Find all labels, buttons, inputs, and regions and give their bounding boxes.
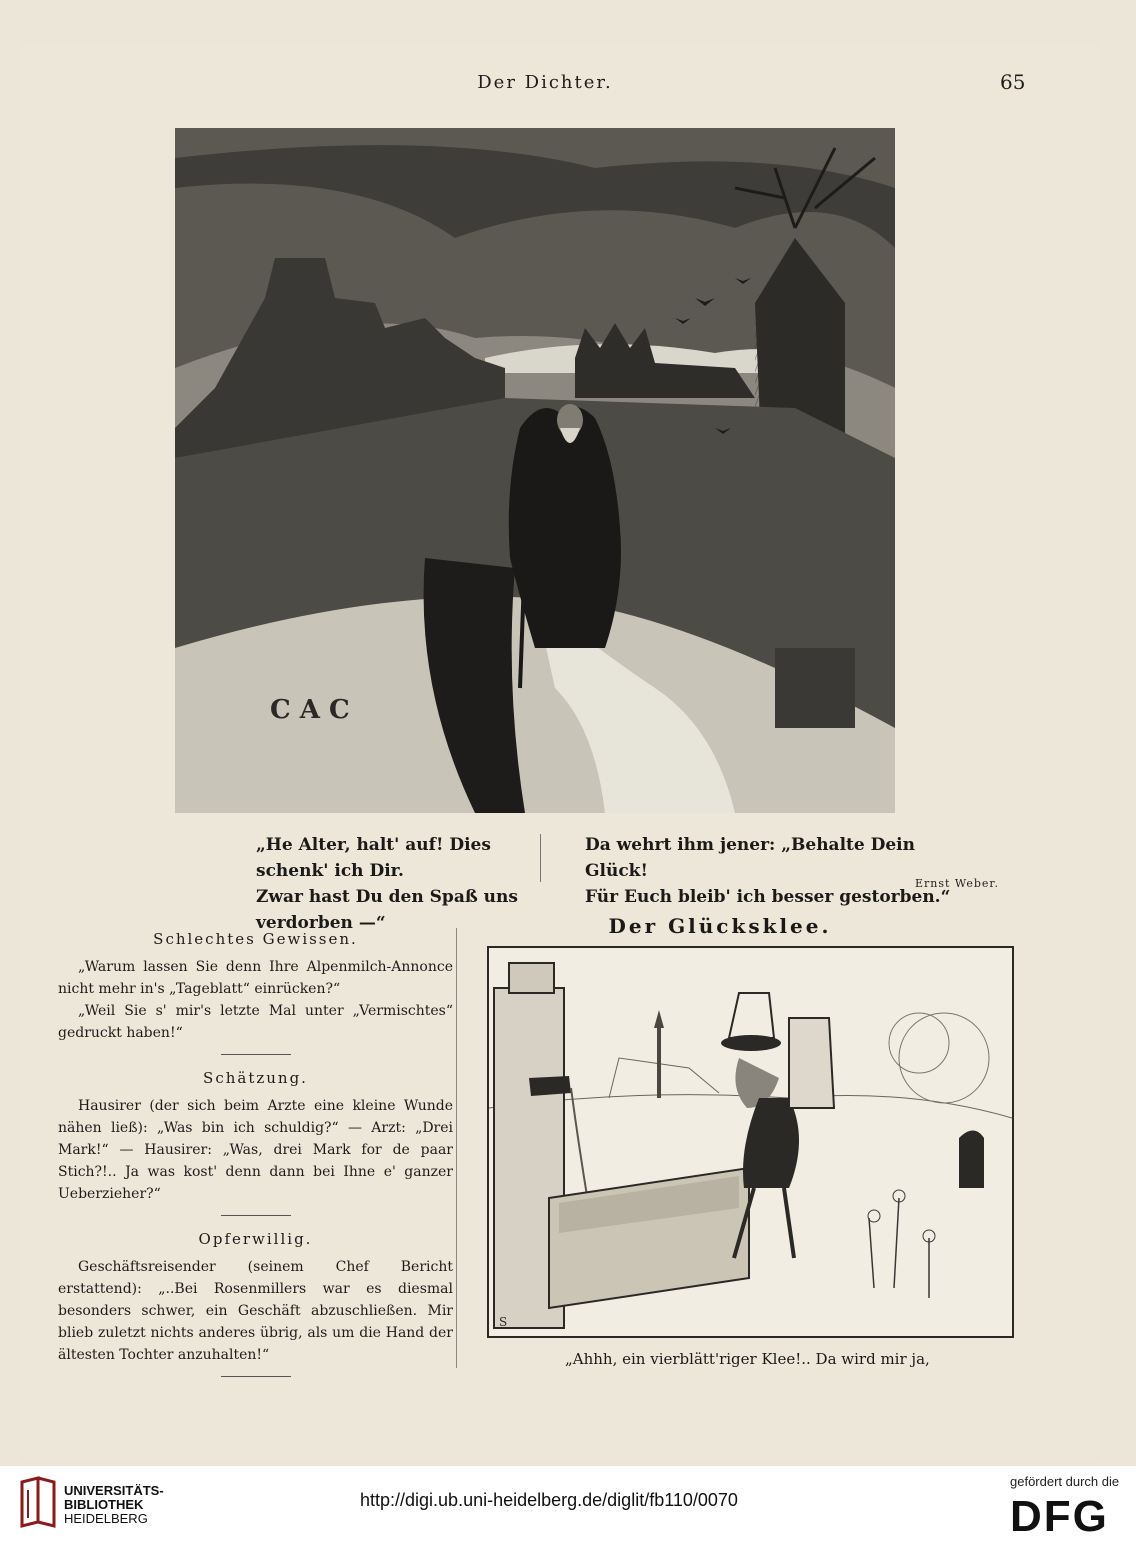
artist-monogram: C A C — [270, 695, 350, 725]
section-separator — [221, 1215, 291, 1216]
dfg-logo[interactable]: DFG — [1010, 1492, 1109, 1541]
night-ruins-engraving — [175, 128, 895, 813]
cartoon-caption: „Ahhh, ein vierblätt'riger Klee!.. Da wird mir ja, — [565, 1350, 930, 1368]
anecdote-paragraph: „Weil Sie s' mir's letzte Mal unter „Vermischtes“ gedruckt haben!“ — [58, 1003, 453, 1041]
poem-line: „He Alter, halt' auf! Dies schenk' ich Dir. — [256, 835, 491, 881]
verse-divider — [540, 834, 541, 882]
library-name-line: UNIVERSITÄTS- — [64, 1483, 164, 1498]
library-name-line: HEIDELBERG — [64, 1511, 148, 1526]
running-header-title: Der Dichter. — [477, 72, 613, 93]
cartoon-title: Der Glücksklee. — [608, 914, 832, 938]
library-name-line: BIBLIOTHEK — [64, 1497, 144, 1512]
poem-verse-right — [585, 832, 965, 910]
anecdote-paragraph: Hausirer (der sich beim Arzte eine kleine Wunde nähen ließ): „Was bin ich schuldig?“ — Arzt: „Drei Mark!“ — Hausirer: „Was, drei Mark for de paar Stich?!.. Ja was kost' denn dann bei Ihne e' ganzer Ueberzieher?“ — [58, 1098, 453, 1202]
cartoon-signature: S — [499, 1315, 508, 1329]
page-number: 65 — [1000, 70, 1026, 94]
section-title: Opferwillig. — [198, 1230, 313, 1248]
poem-author: Ernst Weber. — [915, 877, 999, 890]
funder-note: gefördert durch die — [1010, 1474, 1120, 1489]
section-title: Schätzung. — [203, 1069, 308, 1087]
poem-line: Für Euch bleib' ich besser gestorben.“ — [585, 887, 951, 907]
poem-verse-left — [256, 832, 526, 936]
cartoon-illustration — [487, 946, 1014, 1338]
anecdotes-column — [58, 928, 453, 1389]
clover-cartoon-drawing — [489, 948, 1012, 1336]
poem-line: Zwar hast Du den Spaß uns verdorben —“ — [256, 887, 518, 933]
source-url-link[interactable]: http://digi.ub.uni-heidelberg.de/diglit/fb110/0070 — [360, 1490, 738, 1510]
university-library-logo[interactable] — [18, 1476, 58, 1528]
column-divider — [456, 928, 457, 1368]
section-separator — [221, 1054, 291, 1055]
section-title: Schlechtes Gewissen. — [153, 930, 358, 948]
anecdote-paragraph: „Warum lassen Sie denn Ihre Alpenmilch-Annonce nicht mehr in's „Tageblatt“ einrücken?“ — [58, 959, 453, 997]
library-book-icon — [18, 1476, 58, 1528]
section-separator — [221, 1376, 291, 1377]
anecdote-paragraph: Geschäftsreisender (seinem Chef Bericht erstattend): „..Bei Rosenmillers war es diesmal besonders schwer, ein Geschäft abzuschließen. Mir blieb zuletzt nichts anderes übrig, als um die Hand der ältesten Tochter anzuhalten!“ — [58, 1259, 453, 1363]
poem-line: Da wehrt ihm jener: „Behalte Dein Glück! — [585, 835, 915, 881]
poem-illustration — [175, 128, 895, 813]
university-library-name — [64, 1484, 164, 1526]
